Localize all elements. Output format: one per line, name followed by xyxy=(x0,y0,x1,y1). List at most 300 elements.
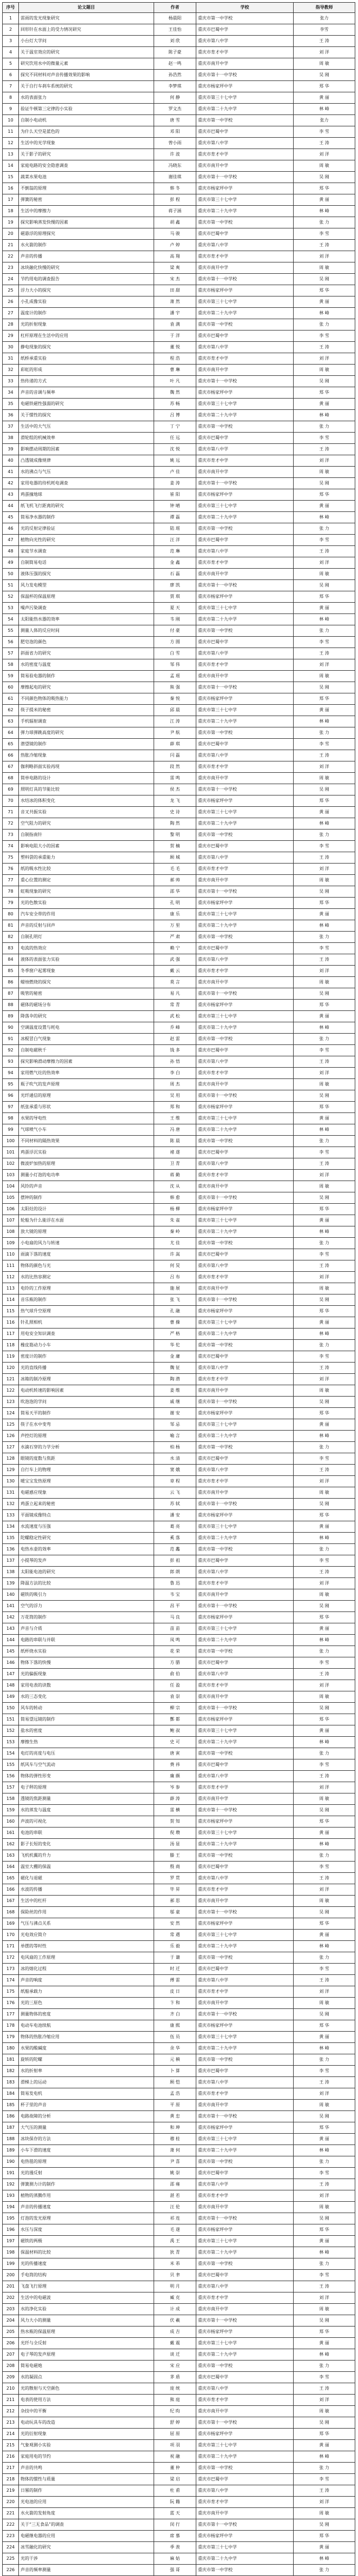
cell-teacher: 林 峰 xyxy=(294,716,355,727)
cell-author: 曹 操 xyxy=(154,1317,196,1329)
cell-no: 212 xyxy=(3,2406,19,2417)
cell-title: 水结冰的体积变化 xyxy=(19,795,154,807)
cell-no: 7 xyxy=(3,81,19,92)
table-row xyxy=(3,376,355,387)
cell-no: 101 xyxy=(3,1147,19,1158)
cell-teacher: 黄 丽 xyxy=(294,2236,355,2247)
cell-no: 224 xyxy=(3,2542,19,2553)
cell-no: 64 xyxy=(3,727,19,739)
cell-teacher: 林 峰 xyxy=(294,1533,355,1544)
header-teacher: 指导教师 xyxy=(294,3,355,13)
cell-author: 吕 布 xyxy=(154,1272,196,1283)
cell-author: 蒋 勤 xyxy=(154,1170,196,1181)
cell-no: 10 xyxy=(3,115,19,126)
cell-title: 降温方法的比较 xyxy=(19,1578,154,1589)
cell-title: 纸飞机飞行距离的研究 xyxy=(19,501,154,512)
cell-no: 147 xyxy=(3,1669,19,1680)
cell-title: 蜡烛燃烧的探究 xyxy=(19,977,154,988)
cell-no: 140 xyxy=(3,1589,19,1601)
cell-title: 电动玩具车的改造 xyxy=(19,2417,154,2429)
cell-author: 薛 涛 xyxy=(154,1793,196,1805)
cell-author: 钱 多 xyxy=(154,1045,196,1056)
cell-teacher: 张 力 xyxy=(294,1442,355,1453)
cell-author: 吴 用 xyxy=(154,1090,196,1102)
table-row xyxy=(3,2066,355,2077)
cell-no: 206 xyxy=(3,2338,19,2349)
cell-teacher: 吴 刚 xyxy=(294,1601,355,1612)
table-row xyxy=(3,1419,355,1431)
table-row xyxy=(3,410,355,421)
cell-title: 生活中的摩擦力 xyxy=(19,206,154,217)
cell-no: 149 xyxy=(3,1691,19,1703)
table-row xyxy=(3,1442,355,1453)
table-row xyxy=(3,932,355,943)
cell-no: 202 xyxy=(3,2292,19,2304)
table-row xyxy=(3,1680,355,1691)
cell-author: 邵 华 xyxy=(154,886,196,898)
table-row xyxy=(3,875,355,886)
cell-teacher: 李 雪 xyxy=(294,2270,355,2281)
table-row xyxy=(3,966,355,977)
cell-no: 201 xyxy=(3,2281,19,2292)
cell-teacher: 周 敏 xyxy=(294,1385,355,1397)
cell-teacher: 郑 华 xyxy=(294,2531,355,2542)
cell-teacher: 黄 丽 xyxy=(294,399,355,410)
cell-teacher: 王 涛 xyxy=(294,36,355,47)
cell-school: 重庆市第二十九中学 xyxy=(196,512,294,523)
cell-school: 重庆市杨家坪中学 xyxy=(196,1612,294,1623)
cell-teacher: 林 峰 xyxy=(294,512,355,523)
cell-teacher: 林 峰 xyxy=(294,1839,355,1850)
cell-teacher: 张 力 xyxy=(294,1544,355,1555)
cell-author: 明 月 xyxy=(154,2281,196,2292)
cell-author: 孟 瑶 xyxy=(154,671,196,682)
cell-title: 家庭电路的安全隐患调查 xyxy=(19,160,154,172)
cell-school: 重庆市育才中学 xyxy=(196,1680,294,1691)
table-row xyxy=(3,285,355,296)
cell-teacher: 吴 刚 xyxy=(294,2519,355,2531)
cell-author: 朱 雀 xyxy=(154,1215,196,1226)
cell-teacher: 黄 丽 xyxy=(294,1521,355,1533)
cell-author: 唐 寅 xyxy=(154,1748,196,1759)
cell-author: 唐 雪 xyxy=(154,115,196,126)
cell-school: 重庆市第二十九中学 xyxy=(196,410,294,421)
table-row xyxy=(3,1691,355,1703)
cell-school: 重庆市南开中学 xyxy=(196,1793,294,1805)
cell-school: 重庆市第八中学 xyxy=(196,1158,294,1170)
cell-school: 重庆市育才中学 xyxy=(196,1782,294,1793)
cell-no: 135 xyxy=(3,1533,19,1544)
cell-title: 光的直线传播 xyxy=(19,1363,154,1374)
cell-title: 吸管的秘密 xyxy=(19,988,154,1000)
cell-no: 183 xyxy=(3,2077,19,2088)
cell-teacher: 林 峰 xyxy=(294,1941,355,1952)
cell-school: 重庆市巴蜀中学 xyxy=(196,1147,294,1158)
cell-school: 重庆市第三十七中学 xyxy=(196,194,294,206)
cell-title: 光的反射定律验证 xyxy=(19,523,154,535)
cell-school: 重庆市巴蜀中学 xyxy=(196,1964,294,1975)
table-row xyxy=(3,2134,355,2145)
cell-title: 滑轮组的机械效率 xyxy=(19,433,154,444)
cell-teacher: 吴 刚 xyxy=(294,1805,355,1816)
cell-title: 斜面省力的研究 xyxy=(19,648,154,659)
cell-no: 60 xyxy=(3,682,19,693)
cell-title: 光的偏振现象 xyxy=(19,1669,154,1680)
cell-author: 花 荣 xyxy=(154,1646,196,1657)
cell-no: 175 xyxy=(3,1986,19,1998)
cell-no: 16 xyxy=(3,183,19,194)
cell-title: 声音的反射与回声 xyxy=(19,920,154,932)
cell-author: 纪 昀 xyxy=(154,2406,196,2417)
cell-title: 物体下落的快慢 xyxy=(19,1657,154,1669)
cell-teacher: 林 峰 xyxy=(294,818,355,830)
cell-teacher: 张 力 xyxy=(294,1136,355,1147)
cell-school: 重庆市第一中学校 xyxy=(196,1850,294,1862)
cell-author: 陈子豪 xyxy=(154,47,196,58)
cell-no: 91 xyxy=(3,1034,19,1045)
cell-author: 麻 姑 xyxy=(154,2553,196,2565)
cell-author: 宋 应 xyxy=(154,2361,196,2372)
cell-school: 重庆市巴蜀中学 xyxy=(196,1862,294,1873)
cell-title: 电流的热效应 xyxy=(19,943,154,954)
cell-no: 184 xyxy=(3,2088,19,2100)
cell-no: 98 xyxy=(3,1113,19,1124)
cell-title: 液体压强的探究 xyxy=(19,569,154,580)
cell-no: 156 xyxy=(3,1771,19,1782)
cell-author: 严 格 xyxy=(154,1329,196,1340)
cell-title: 用电安全知识调查 xyxy=(19,1329,154,1340)
cell-teacher: 林 峰 xyxy=(294,2349,355,2361)
cell-teacher: 吴 刚 xyxy=(294,2417,355,2429)
cell-teacher: 王 涛 xyxy=(294,2281,355,2292)
cell-no: 105 xyxy=(3,1192,19,1204)
table-row xyxy=(3,852,355,864)
cell-author: 赵一鸣 xyxy=(154,58,196,70)
cell-no: 69 xyxy=(3,784,19,795)
cell-title: 冰块保存的方法 xyxy=(19,2134,154,2145)
cell-author: 萧 然 xyxy=(154,296,196,308)
cell-no: 210 xyxy=(3,2383,19,2395)
table-row xyxy=(3,523,355,535)
cell-no: 106 xyxy=(3,1204,19,1215)
cell-no: 195 xyxy=(3,2213,19,2224)
cell-no: 78 xyxy=(3,886,19,898)
cell-author: 蒋子涵 xyxy=(154,206,196,217)
cell-school: 重庆市第八中学 xyxy=(196,1771,294,1782)
table-row xyxy=(3,603,355,614)
cell-school: 重庆市杨家坪中学 xyxy=(196,1408,294,1419)
cell-teacher: 林 峰 xyxy=(294,2043,355,2054)
cell-title: 水压与深度 xyxy=(19,2224,154,2236)
cell-author: 马 骏 xyxy=(154,228,196,240)
cell-title: 物体的弹性形变 xyxy=(19,1771,154,1782)
cell-school: 重庆市第二十九中学 xyxy=(196,818,294,830)
cell-no: 86 xyxy=(3,977,19,988)
cell-title: 影响摆动周期的因素 xyxy=(19,444,154,455)
table-row xyxy=(3,1294,355,1306)
table-row xyxy=(3,773,355,784)
cell-no: 216 xyxy=(3,2451,19,2463)
cell-no: 27 xyxy=(3,308,19,319)
cell-school: 重庆市第十一中学校 xyxy=(196,1907,294,1918)
table-row xyxy=(3,648,355,659)
table-row xyxy=(3,1011,355,1022)
cell-teacher: 张 力 xyxy=(294,727,355,739)
cell-title: 重心位置的测定 xyxy=(19,875,154,886)
cell-no: 178 xyxy=(3,2020,19,2032)
cell-school: 重庆市第八中学 xyxy=(196,138,294,149)
cell-title: 橡皮筋动力小车 xyxy=(19,1340,154,1351)
cell-teacher: 李 雪 xyxy=(294,637,355,648)
cell-no: 58 xyxy=(3,659,19,671)
cell-school: 重庆市第三十七中学 xyxy=(196,705,294,716)
cell-no: 132 xyxy=(3,1499,19,1510)
cell-title: 水的表面张力 xyxy=(19,92,154,104)
cell-no: 188 xyxy=(3,2134,19,2145)
cell-no: 12 xyxy=(3,138,19,149)
cell-author: 任 盈 xyxy=(154,1680,196,1691)
cell-title: 纸张承重与形状 xyxy=(19,1102,154,1113)
cell-title: 电热水壶的效率 xyxy=(19,1544,154,1555)
cell-author: 秦 岭 xyxy=(154,1226,196,1238)
cell-teacher: 张力 xyxy=(294,115,355,126)
table-row xyxy=(3,1896,355,1907)
cell-teacher: 张 力 xyxy=(294,1340,355,1351)
cell-school: 重庆市第二十九中学 xyxy=(196,1431,294,1442)
cell-school: 重庆市第二十九中学 xyxy=(196,104,294,115)
cell-author: 乐 毅 xyxy=(154,1941,196,1952)
table-row xyxy=(3,546,355,557)
cell-author: 常 青 xyxy=(154,1000,196,1011)
cell-school: 重庆市巴蜀中学 xyxy=(196,2474,294,2485)
table-row xyxy=(3,1397,355,1408)
cell-school: 重庆市第三十七中学 xyxy=(196,2542,294,2553)
cell-title: 自制指南针 xyxy=(19,830,154,841)
cell-author: 郝 思 xyxy=(154,1896,196,1907)
table-row xyxy=(3,2497,355,2508)
cell-teacher: 吴 刚 xyxy=(294,2315,355,2327)
cell-teacher: 刘 洋 xyxy=(294,1986,355,1998)
cell-school: 重庆市南开中学 xyxy=(196,1079,294,1090)
table-row xyxy=(3,864,355,875)
table-row xyxy=(3,1181,355,1192)
cell-teacher: 张 力 xyxy=(294,1034,355,1045)
cell-school: 重庆市第三十七中学 xyxy=(196,296,294,308)
cell-title: 光的散射与天空颜色 xyxy=(19,2383,154,2395)
table-row xyxy=(3,262,355,274)
cell-teacher: 张 力 xyxy=(294,2361,355,2372)
cell-school: 重庆市第八中学 xyxy=(196,954,294,966)
cell-author: 雷 鸣 xyxy=(154,773,196,784)
cell-teacher: 郑 华 xyxy=(294,1612,355,1623)
cell-title: 小台灯大学问 xyxy=(19,36,154,47)
cell-no: 152 xyxy=(3,1725,19,1737)
cell-teacher: 刘 洋 xyxy=(294,1170,355,1181)
table-row xyxy=(3,1363,355,1374)
table-row xyxy=(3,557,355,569)
cell-teacher: 周 敏 xyxy=(294,2406,355,2417)
cell-author: 易 凡 xyxy=(154,988,196,1000)
cell-school: 重庆市第一中学校 xyxy=(196,115,294,126)
table-row xyxy=(3,206,355,217)
cell-no: 30 xyxy=(3,342,19,353)
cell-teacher: 黄 丽 xyxy=(294,1930,355,1941)
cell-author: 时 迁 xyxy=(154,1964,196,1975)
cell-school: 重庆市第一中学校 xyxy=(196,2565,294,2576)
cell-no: 174 xyxy=(3,1975,19,1986)
cell-school: 重庆市杨家坪中学 xyxy=(196,183,294,194)
cell-title: 液体的表面张力实验 xyxy=(19,954,154,966)
cell-school: 重庆市南开中学 xyxy=(196,2304,294,2315)
cell-title: 冬季窗户起雾现象 xyxy=(19,966,154,977)
table-row xyxy=(3,2361,355,2372)
cell-no: 185 xyxy=(3,2100,19,2111)
table-row xyxy=(3,2179,355,2190)
cell-teacher: 郑 华 xyxy=(294,591,355,603)
cell-teacher: 李 雪 xyxy=(294,1759,355,1771)
table-row xyxy=(3,2406,355,2417)
table-row xyxy=(3,716,355,727)
cell-school: 重庆市第三十七中学 xyxy=(196,807,294,818)
cell-teacher: 王 涛 xyxy=(294,1669,355,1680)
cell-teacher: 张 力 xyxy=(294,523,355,535)
table-row xyxy=(3,2213,355,2224)
cell-author: 计 成 xyxy=(154,2304,196,2315)
table-row xyxy=(3,1521,355,1533)
cell-title: 电磁继电器的应用 xyxy=(19,2531,154,2542)
cell-teacher: 李 雪 xyxy=(294,126,355,138)
cell-no: 88 xyxy=(3,1000,19,1011)
cell-school: 重庆市第八中学 xyxy=(196,1056,294,1068)
cell-author: 邱 晨 xyxy=(154,705,196,716)
cell-no: 136 xyxy=(3,1544,19,1555)
cell-school: 重庆市杨家坪中学 xyxy=(196,1306,294,1317)
cell-title: 照明灯具的节能比较 xyxy=(19,784,154,795)
cell-author: 曾小雨 xyxy=(154,138,196,149)
cell-author: 付 豪 xyxy=(154,625,196,637)
cell-author: 孟 浩 xyxy=(154,2088,196,2100)
cell-title: 保温杯的保温原理 xyxy=(19,591,154,603)
cell-title: 筷子提米的秘密 xyxy=(19,705,154,716)
cell-title: 飞机机翼的升力 xyxy=(19,1850,154,1862)
cell-title: 冰雪融化的研究 xyxy=(19,2542,154,2553)
cell-no: 111 xyxy=(3,1260,19,1272)
cell-author: 陶 然 xyxy=(154,818,196,830)
cell-title: 声音的共鸣 xyxy=(19,2463,154,2474)
table-row xyxy=(3,898,355,909)
cell-school: 重庆市第二十九中学 xyxy=(196,2145,294,2156)
cell-teacher: 林 峰 xyxy=(294,1329,355,1340)
cell-title: 电磁感应现象 xyxy=(19,1487,154,1499)
cell-title: 电子琴的发声原理 xyxy=(19,2349,154,2361)
cell-title: 弹力球弹跳高度的研究 xyxy=(19,727,154,739)
table-row xyxy=(3,784,355,795)
cell-no: 192 xyxy=(3,2179,19,2190)
cell-title: 光电池的应用 xyxy=(19,2497,154,2508)
cell-school: 重庆市第三十七中学 xyxy=(196,2236,294,2247)
cell-title: 太阳能电池的研究 xyxy=(19,1567,154,1578)
cell-teacher: 刘 洋 xyxy=(294,557,355,569)
cell-title: 水果的酸碱度 xyxy=(19,2043,154,2054)
cell-school: 重庆市第一中学校 xyxy=(196,625,294,637)
cell-teacher: 王 涛 xyxy=(294,1158,355,1170)
cell-no: 126 xyxy=(3,1431,19,1442)
cell-teacher: 林 峰 xyxy=(294,1124,355,1136)
cell-no: 94 xyxy=(3,1068,19,1079)
cell-school: 重庆市南开中学 xyxy=(196,467,294,478)
cell-title: 鸡蛋撞地球 xyxy=(19,489,154,501)
cell-school: 重庆市南开中学 xyxy=(196,365,294,376)
cell-author: 奚 落 xyxy=(154,1533,196,1544)
cell-author: 安 然 xyxy=(154,1918,196,1930)
cell-no: 199 xyxy=(3,2258,19,2270)
cell-teacher: 张 力 xyxy=(294,2156,355,2168)
cell-school: 重庆市第三十七中学 xyxy=(196,1623,294,1635)
table-row xyxy=(3,1828,355,1839)
cell-title: 杠杆原理在生活中的应用 xyxy=(19,331,154,342)
cell-teacher: 张力 xyxy=(294,13,355,24)
cell-author: 庞 统 xyxy=(154,2383,196,2395)
cell-school: 重庆市第十一中学校 xyxy=(196,2111,294,2122)
cell-teacher: 李 雪 xyxy=(294,2168,355,2179)
table-row xyxy=(3,13,355,24)
cell-title: 塑料袋的承重能力 xyxy=(19,852,154,864)
cell-author: 苗 苗 xyxy=(154,1623,196,1635)
cell-school: 重庆市第八中学 xyxy=(196,2077,294,2088)
cell-teacher: 郑 华 xyxy=(294,285,355,296)
cell-author: 吕 博 xyxy=(154,410,196,421)
cell-author: 顾 恺 xyxy=(154,2077,196,2088)
cell-title: 自制孔明灯 xyxy=(19,932,154,943)
table-row xyxy=(3,1045,355,1056)
cell-teacher: 郑 华 xyxy=(294,1102,355,1113)
table-row xyxy=(3,421,355,433)
cell-author: 马 良 xyxy=(154,1612,196,1623)
cell-teacher: 刘 洋 xyxy=(294,1782,355,1793)
cell-author: 罗文杰 xyxy=(154,104,196,115)
cell-title: 放大镜的原理 xyxy=(19,1226,154,1238)
cell-author: 杨晨阳 xyxy=(154,13,196,24)
cell-title: 杯子里的声音 xyxy=(19,2100,154,2111)
cell-title: 光电效应简介 xyxy=(19,1930,154,1941)
cell-teacher: 王 涛 xyxy=(294,1975,355,1986)
cell-school: 重庆市巴蜀中学 xyxy=(196,331,294,342)
cell-school: 重庆市第一中学校 xyxy=(196,421,294,433)
cell-no: 42 xyxy=(3,478,19,489)
cell-title: 水的凝固点 xyxy=(19,2372,154,2383)
cell-title: 空调温度设置与耗电 xyxy=(19,1022,154,1034)
cell-author: 昌 平 xyxy=(154,1601,196,1612)
cell-title: 鸡蛋浮沉实验 xyxy=(19,1147,154,1158)
cell-author: 鲍 叔 xyxy=(154,1725,196,1737)
cell-no: 73 xyxy=(3,830,19,841)
cell-author: 廖 凯 xyxy=(154,580,196,591)
table-row xyxy=(3,1998,355,2009)
cell-title: 汽车安全带的作用 xyxy=(19,909,154,920)
cell-school: 重庆市巴蜀中学 xyxy=(196,433,294,444)
cell-author: 乔 峰 xyxy=(154,1022,196,1034)
cell-no: 158 xyxy=(3,1793,19,1805)
cell-school: 重庆市第十一中学校 xyxy=(196,988,294,1000)
cell-teacher: 林 峰 xyxy=(294,308,355,319)
cell-no: 97 xyxy=(3,1102,19,1113)
cell-no: 1 xyxy=(3,13,19,24)
cell-title: 电路的串联与并联 xyxy=(19,1635,154,1646)
cell-author: 康 乐 xyxy=(154,909,196,920)
cell-no: 204 xyxy=(3,2315,19,2327)
table-row xyxy=(3,1771,355,1782)
cell-author: 卫 青 xyxy=(154,1158,196,1170)
